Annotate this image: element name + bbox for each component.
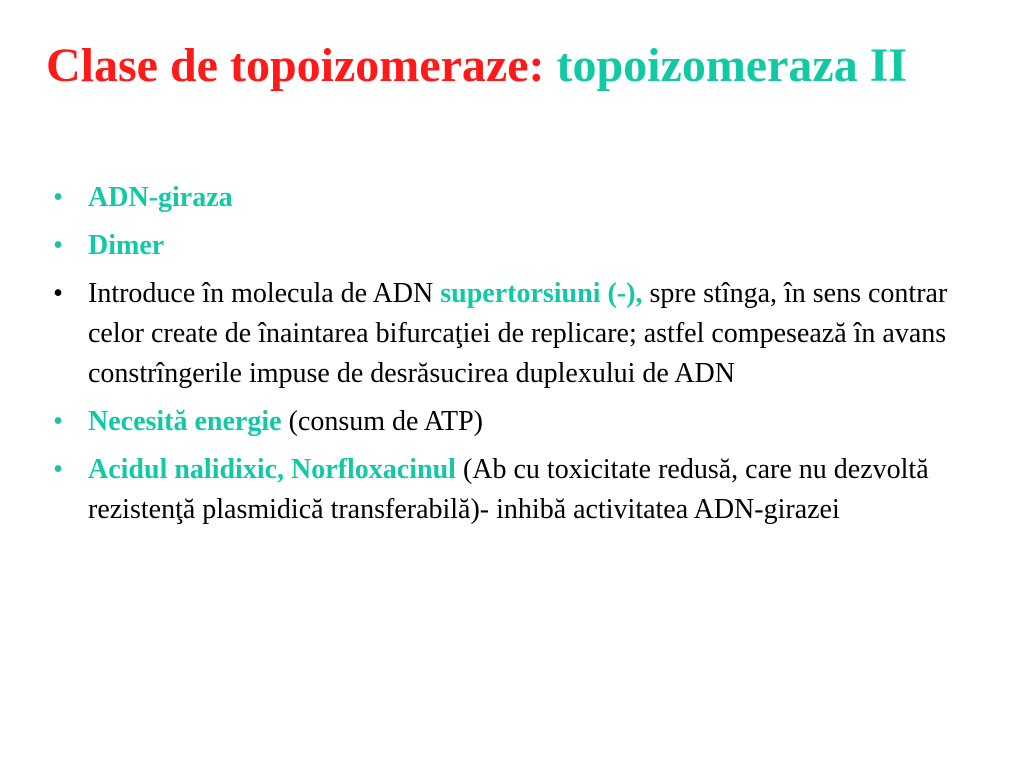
slide-title xyxy=(46,38,907,93)
bullet-highlight: Acidul nalidixic, Norfloxacinul xyxy=(88,454,456,485)
bullet-item-supertorsiuni xyxy=(48,274,998,394)
bullet-item-adn-giraza xyxy=(48,178,998,218)
bullet-highlight: Dimer xyxy=(88,230,165,261)
bullet-marker: • xyxy=(53,278,63,309)
title-highlight: topoizomeraza II xyxy=(556,39,908,92)
bullet-item-dimer xyxy=(48,226,998,266)
bullet-marker: • xyxy=(53,406,63,437)
bullet-item-energie xyxy=(48,402,998,442)
bullet-text-post: (Ab cu toxicitate redusă, care nu dezvoltă rezistenţă plasmidică transferabilă)- inhibă activitatea ADN-girazei xyxy=(88,454,929,525)
bullet-highlight: Necesită energie xyxy=(88,406,282,437)
bullet-text-post: spre stînga, în sens contrar celor create de înaintarea bifurcaţiei de replicare; astfel compesează în avans constrîngerile impuse de desrăsucirea duplexului de ADN xyxy=(88,278,948,389)
bullet-list xyxy=(48,178,998,538)
bullet-marker: • xyxy=(53,230,63,261)
bullet-highlight: supertorsiuni (-), xyxy=(440,278,643,309)
bullet-item-inhibitori xyxy=(48,450,998,530)
bullet-highlight: ADN-giraza xyxy=(88,182,233,213)
bullet-marker: • xyxy=(53,454,63,485)
bullet-text-post: (consum de ATP) xyxy=(281,406,484,437)
title-main: Clase de topoizomeraze: xyxy=(46,39,545,92)
bullet-marker: • xyxy=(53,182,63,213)
bullet-text-pre: Introduce în molecula de ADN xyxy=(88,278,441,309)
